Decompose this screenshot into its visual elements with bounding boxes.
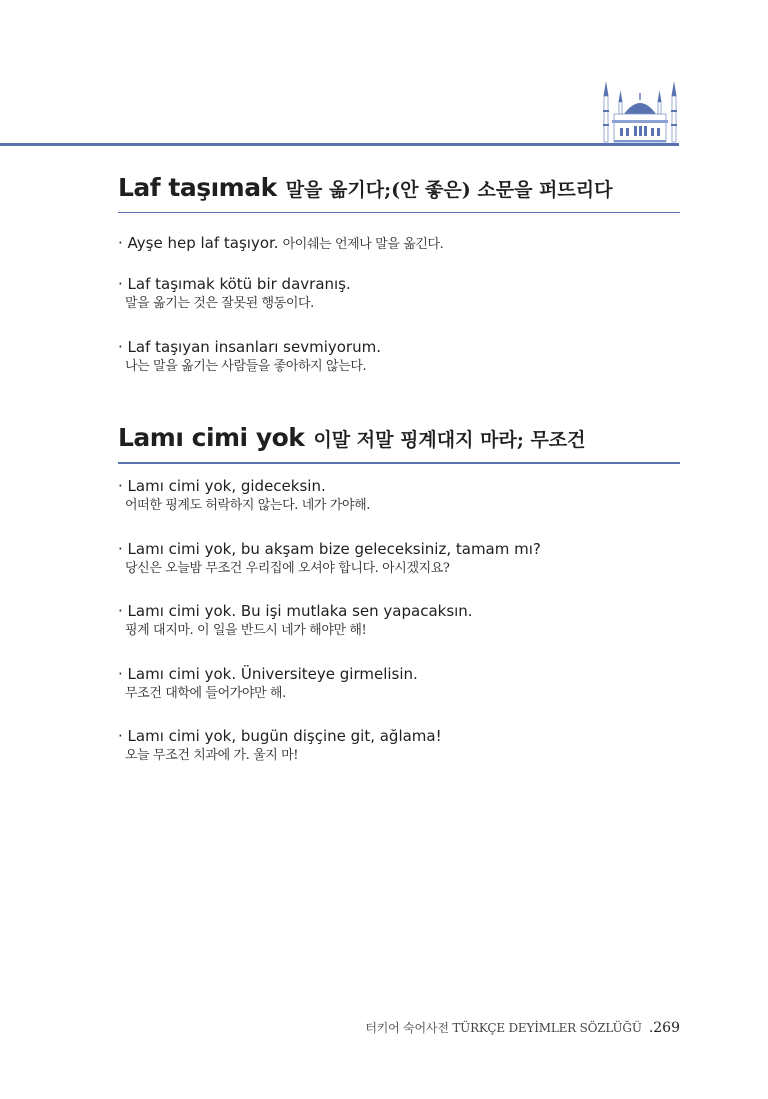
example-korean: 아이쉐는 언제나 말을 옮긴다.: [282, 237, 444, 252]
example-turkish: · Lamı cimi yok, gideceksin.: [118, 477, 326, 495]
example-korean: 당신은 오늘밤 무조건 우리집에 오셔야 합니다. 아시겠지요?: [125, 561, 450, 576]
entry-heading: [118, 410, 680, 452]
example-item: [118, 274, 680, 313]
example-turkish: · Lamı cimi yok. Üniversiteye girmelisin.: [118, 665, 418, 683]
idiom-entry: [118, 160, 680, 374]
example-item: [118, 664, 680, 703]
entry-heading: [118, 160, 680, 202]
example-korean: 어떠한 핑계도 허락하지 않는다. 네가 가야해.: [125, 498, 370, 513]
example-item: [118, 726, 680, 765]
example-turkish: · Ayşe hep laf taşıyor.: [118, 234, 279, 252]
example-turkish: · Laf taşımak kötü bir davranış.: [118, 275, 351, 293]
page-footer: [365, 1017, 680, 1036]
example-turkish: · Laf taşıyan insanları sevmiyorum.: [118, 338, 381, 356]
example-turkish: · Lamı cimi yok, bugün dişçine git, ağlama!: [118, 727, 442, 745]
book-title: 터키어 숙어사전 TÜRKÇE DEYİMLER SÖZLÜĞÜ: [365, 1021, 642, 1035]
example-turkish: · Lamı cimi yok. Bu işi mutlaka sen yapacaksın.: [118, 602, 473, 620]
entry-divider: [118, 462, 680, 464]
idiom-entry: [118, 410, 680, 763]
top-rule: [0, 143, 679, 146]
example-item: [118, 539, 680, 578]
idiom-term: Lamı cimi yok: [118, 423, 305, 452]
example-turkish: · Lamı cimi yok, bu akşam bize geleceksiniz, tamam mı?: [118, 540, 541, 558]
idiom-meaning: 이말 저말 핑계대지 마라; 무조건: [313, 429, 586, 451]
example-korean: 나는 말을 옮기는 사람들을 좋아하지 않는다.: [125, 359, 367, 374]
example-korean: 무조건 대학에 들어가야만 해.: [125, 686, 286, 701]
idiom-meaning: 말을 옮기다;(안 좋은) 소문을 퍼뜨리다: [285, 179, 613, 201]
example-item: [118, 476, 680, 515]
idiom-term: Laf taşımak: [118, 173, 277, 202]
example-korean: 말을 옮기는 것은 잘못된 행동이다.: [125, 296, 314, 311]
example-item: [118, 337, 680, 376]
page-number: .269: [648, 1020, 680, 1036]
entry-divider: [118, 212, 680, 213]
example-item: [118, 233, 680, 254]
example-item: [118, 601, 680, 640]
example-korean: 오늘 무조건 치과에 가. 울지 마!: [125, 748, 299, 763]
example-korean: 핑계 대지마. 이 일을 반드시 네가 해야만 해!: [125, 623, 367, 638]
mosque-icon: [598, 78, 682, 144]
